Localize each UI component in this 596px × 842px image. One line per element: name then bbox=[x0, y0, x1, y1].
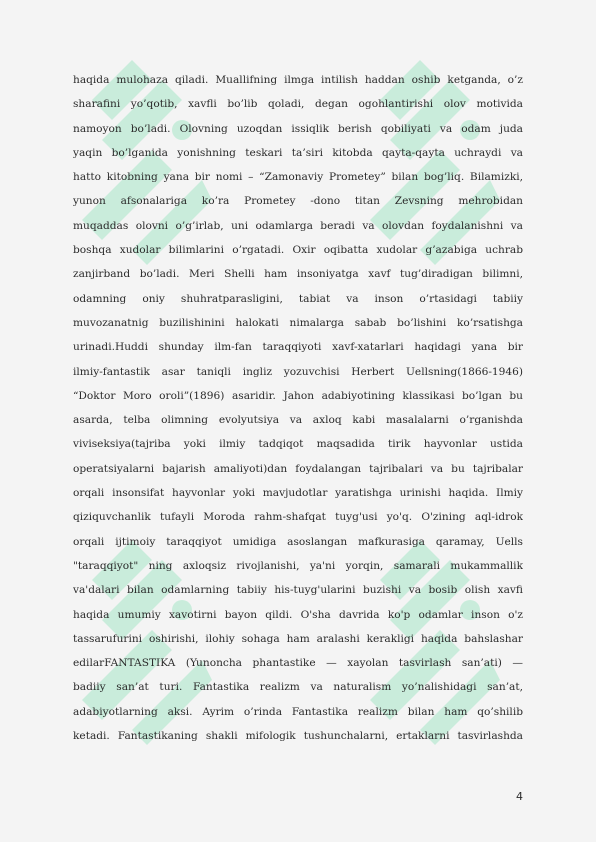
text-line: badiiy san’at turi. Fantastika realizm va naturalism yo’nalishidagi san’at, bbox=[73, 681, 523, 694]
text-line: odamning oniy shuhratparasligini, tabiat va inson o’rtasidagi tabiiy bbox=[73, 292, 523, 305]
text-line: va'dalari bilan odamlarning tabiiy his-tuyg'ularini buzishi va bosib olish xavfi bbox=[73, 584, 523, 597]
text-line: viviseksiya(tajriba yoki ilmiy tadqiqot maqsadida tirik hayvonlar ustida bbox=[73, 438, 523, 451]
text-line: "taraqqiyot" ning axloqsiz rivojlanishi, ya'ni yorqin, samarali mukammallik bbox=[73, 559, 523, 572]
text-line: orqali insonsifat hayvonlar yoki mavjudotlar yaratishga urinishi haqida. Ilmiy bbox=[73, 487, 523, 500]
text-line: qiziquvchanlik tufayli Moroda rahm-shafqat tuyg'usi yo'q. O'zining aql-idrok bbox=[73, 511, 523, 524]
text-line: ketadi. Fantastikaning shakli mifologik tushunchalarni, ertaklarni tasvirlashda bbox=[73, 730, 523, 743]
text-line: sharafini yo’qotib, xavfli bo’lib qoladi, degan ogohlantirishi olov motivida bbox=[73, 98, 523, 111]
text-line: muqaddas olovni o’g’irlab, uni odamlarga beradi va olovdan foydalanishni va bbox=[73, 219, 523, 232]
text-line: hatto kitobning yana bir nomi – “Zamonaviy Prometey” bilan bog’liq. Bilamizki, bbox=[73, 171, 523, 184]
page-number: 4 bbox=[516, 790, 523, 803]
text-line: ilmiy-fantastik asar taniqli ingliz yozuvchisi Herbert Uellsning(1866-1946) bbox=[73, 365, 523, 378]
text-line: urinadi.Huddi shunday ilm-fan taraqqiyoti xavf-xatarlari haqidagi yana bir bbox=[73, 341, 523, 354]
text-line: yaqin bo’lganida yonishning teskari ta’siri kitobda qayta-qayta uchraydi va bbox=[73, 146, 523, 159]
text-line: operatsiyalarni bajarish amaliyoti)dan foydalangan tajribalari va bu tajribalar bbox=[73, 462, 523, 475]
text-line: adabiyotlarning aksi. Ayrim o’rinda Fantastika realizm bilan ham qo’shilib bbox=[73, 705, 523, 718]
text-line: yunon afsonalariga ko’ra Prometey -dono titan Zevsning mehrobidan bbox=[73, 195, 523, 208]
text-line: muvozanatnig buzilishinini halokati nimalarga sabab bo’lishini ko’rsatishga bbox=[73, 316, 523, 329]
text-line: orqali ijtimoiy taraqqiyot umidiga asoslangan mafkurasiga qaramay, Uells bbox=[73, 535, 523, 548]
text-line: edilarFANTASTIKA (Yunoncha phantastike — xayolan tasvirlash san’ati) — bbox=[73, 657, 523, 670]
text-line: haqida mulohaza qiladi. Muallifning ilmga intilish haddan oshib ketganda, o’z bbox=[73, 74, 523, 86]
document-body bbox=[73, 68, 523, 748]
text-line: tassarufurini oshirishi, ilohiy sohaga ham aralashi kerakligi haqida bahslashar bbox=[73, 632, 523, 645]
text-line: “Doktor Moro oroli”(1896) asaridir. Jahon adabiyotining klassikasi bo’lgan bu bbox=[73, 389, 523, 402]
text-line: zanjirband bo’ladi. Meri Shelli ham insoniyatga xavf tug’diradigan bilimni, bbox=[73, 268, 523, 281]
text-line: namoyon bo’ladi. Olovning uzoqdan issiqlik berish qobiliyati va odam juda bbox=[73, 122, 523, 135]
text-line: boshqa xudolar bilimlarini o’rgatadi. Oxir oqibatta xudolar g’azabiga uchrab bbox=[73, 244, 523, 257]
text-line: haqida umumiy xavotirni bayon qildi. O'sha davrida ko'p odamlar inson o'z bbox=[73, 608, 523, 621]
text-line: asarda, telba olimning evolyutsiya va axloq kabi masalalarni o’rganishda bbox=[73, 414, 523, 427]
